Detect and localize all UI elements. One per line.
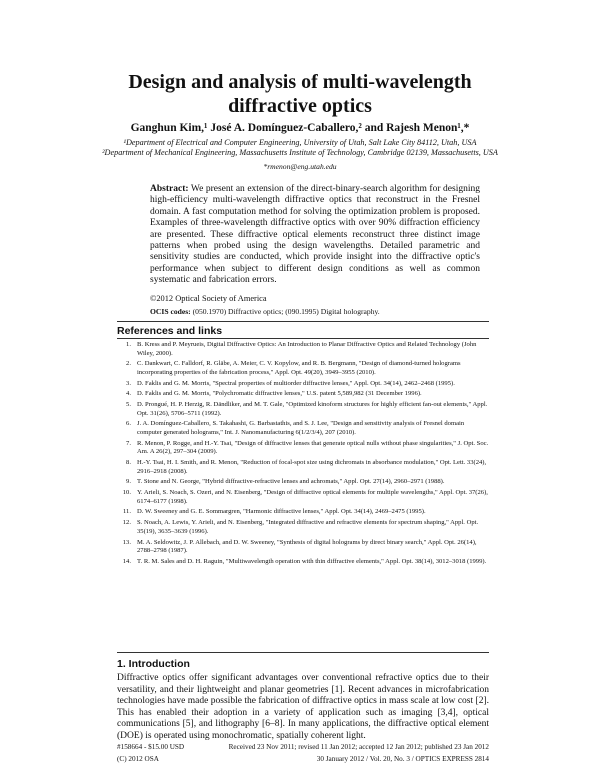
reference-text: R. Menon, P. Rogge, and H.-Y. Tsai, "Design of diffractive lenses that generate optical nulls without phase singularities," J. Opt. Soc. Am. A 26(2), 297–304 (2009). xyxy=(137,439,489,456)
reference-number: 14. xyxy=(122,557,131,565)
title-line-1: Design and analysis of multi-wavelength xyxy=(128,71,472,93)
title-line-2: diffractive optics xyxy=(228,95,372,117)
reference-item xyxy=(117,440,489,457)
footer-price: #158664 - $15.00 USD xyxy=(117,743,185,751)
reference-number: 4. xyxy=(126,390,131,398)
reference-number: 1. xyxy=(126,341,131,348)
divider-references xyxy=(117,338,489,339)
reference-item xyxy=(117,539,489,556)
reference-item xyxy=(117,489,489,506)
reference-number: 5. xyxy=(126,401,131,409)
corresponding-email[interactable]: *rmenon@eng.utah.edu xyxy=(263,162,337,171)
section-heading-introduction: 1. Introduction xyxy=(117,658,190,670)
reference-item xyxy=(117,380,489,389)
reference-number: 6. xyxy=(126,420,131,428)
reference-text: T. R. M. Sales and D. H. Raguin, "Multiwavelength operation with thin diffractive elements," Appl. Opt. 38(14), 3012–3018 (1999). xyxy=(137,557,487,565)
references-heading: References and links xyxy=(117,325,223,337)
reference-text: C. Dankwart, C. Falldorf, R. Gläbe, A. Meier, C. V. Kopylow, and R. B. Bergmann, "Design of diamond-turned holograms incorporating properties of the fabrication process," Appl. Opt. 49(20), 3949–3955 (2010). xyxy=(137,360,461,376)
ocis-text: (050.1970) Diffractive optics; (090.1995) Digital holography. xyxy=(192,307,380,316)
reference-text: M. A. Seldowitz, J. P. Allebach, and D. W. Sweeney, "Synthesis of digital holograms by direct binary search," Appl. Opt. 26(14), 2788–2798 (1987). xyxy=(137,538,477,555)
reference-number: 9. xyxy=(126,478,131,486)
paper-title xyxy=(60,70,540,118)
reference-number: 8. xyxy=(126,459,131,467)
ocis-label: OCIS codes: xyxy=(150,307,191,316)
ocis-codes xyxy=(150,307,380,316)
footer-dates: Received 23 Nov 2011; revised 11 Jan 2012; accepted 12 Jan 2012; published 23 Jan 2012 xyxy=(228,743,489,751)
introduction-paragraph: Diffractive optics offer significant advantages over conventional refractive optics due to their versatility, and their lightweight and planar geometries [1]. Recent advances in microfabrication technologies have made possible the fabrication of diffractive optics in mass scale at low cost [2]. This has enabled their adoption in a variety of application such as imaging [3,4], optical communications [5], and lithography [6–8]. In many applications, the diffractive optical element (DOE) is operated using monochromatic, spatially coherent light. xyxy=(117,673,489,741)
reference-number: 2. xyxy=(126,360,131,368)
affiliations xyxy=(100,138,500,158)
reference-item xyxy=(117,420,489,437)
reference-item xyxy=(117,558,489,567)
reference-number: 3. xyxy=(126,379,131,387)
divider-top xyxy=(117,321,489,322)
affiliation-2: ²Department of Mechanical Engineering, Massachusetts Institute of Technology, Cambridge 02139, Massachusetts, USA xyxy=(102,148,498,157)
reference-item xyxy=(117,341,489,358)
author-list: Ganghun Kim,¹ José A. Domínguez-Caballero,² and Rajesh Menon¹,* xyxy=(130,122,470,134)
abstract xyxy=(150,184,480,287)
reference-text: S. Noach, A. Lewis, Y. Arieli, and N. Eisenberg, "Integrated diffractive and refractive elements for spectrum shaping," Appl. Opt. 35(19), 3635–3639 (1996). xyxy=(137,519,479,535)
reference-text: H.-Y. Tsai, H. I. Smith, and R. Menon, "Reduction of focal-spot size using dichromats in absorbance modulation," Opt. Lett. 33(24), 2916–2918 (2008). xyxy=(137,459,487,475)
reference-text: D. Prongué, H. P. Herzig, R. Dändliker, and M. T. Gale, "Optimized kinoform structures for highly efficient fan-out elements," Appl. Opt. 31(26), 5706–5711 (1992). xyxy=(137,401,488,417)
reference-number: 13. xyxy=(122,538,131,546)
abstract-text: We present an extension of the direct-binary-search algorithm for designing high-efficiency multi-wavelength diffractive optics that reconstruct in the Fresnel domain. A fast computation method for solving the optimization problem is proposed. Examples of three-wavelength diffractive optics with over 90% diffraction efficiency are presented. These diffractive optical elements reconstruct three distinct image patterns when probed using the design wavelengths. Detailed parametric and sensitivity studies are conducted, which provide insight into the diffractive optic's performance when subject to different design conditions as well as common systematic and fabrication errors. xyxy=(150,184,480,286)
reference-text: J. A. Domínguez-Caballero, S. Takahashi, G. Barbastathis, and S. J. Lee, "Design and sensitivity analysis of Fresnel domain computer generated holograms," Int. J. Nanomanufacturing 6(1/2/3/4), 207 (2010). xyxy=(137,420,465,436)
reference-item xyxy=(117,508,489,517)
reference-number: 7. xyxy=(126,439,131,447)
reference-number: 10. xyxy=(122,489,131,497)
footer-journal: 30 January 2012 / Vol. 20, No. 3 / OPTICS EXPRESS 2814 xyxy=(316,755,489,763)
reference-item xyxy=(117,360,489,377)
reference-text: D. Faklis and G. M. Morris, "Spectral properties of multiorder diffractive lenses," Appl. Opt. 34(14), 2462–2468 (1995). xyxy=(137,379,455,387)
abstract-label: Abstract: xyxy=(150,184,189,194)
reference-number: 12. xyxy=(122,519,131,527)
reference-item xyxy=(117,478,489,487)
affiliation-1: ¹Department of Electrical and Computer Engineering, University of Utah, Salt Lake City 84112, Utah, USA xyxy=(123,138,477,147)
copyright-notice: ©2012 Optical Society of America xyxy=(150,294,267,303)
footer-copyright: (C) 2012 OSA xyxy=(117,755,159,763)
reference-text: T. Stone and N. George, "Hybrid diffractive-refractive lenses and achromats," Appl. Opt. 27(14), 2960–2971 (1988). xyxy=(137,478,445,486)
reference-text: D. W. Sweeney and G. E. Sommargren, "Harmonic diffractive lenses," Appl. Opt. 34(14), 2469–2475 (1995). xyxy=(137,508,426,516)
reference-item xyxy=(117,401,489,418)
divider-intro xyxy=(117,652,489,653)
reference-item xyxy=(117,459,489,476)
reference-number: 11. xyxy=(123,508,131,516)
reference-item xyxy=(117,519,489,536)
reference-list xyxy=(117,341,489,569)
reference-text: B. Kress and P. Meyrueis, Digital Diffractive Optics: An Introduction to Planar Diffractive Optics and Related Technology (John Wiley, 2000). xyxy=(137,341,477,357)
reference-text: D. Faklis and G. M. Morris, "Polychromatic diffractive lenses," U.S. patent 5,589,982 (31 December 1996). xyxy=(137,390,422,398)
reference-item xyxy=(117,390,489,399)
reference-text: Y. Arieli, S. Noach, S. Ozeri, and N. Eisenberg, "Design of diffractive optical elements for multiple wavelengths," Appl. Opt. 37(26), 6174–6177 (1998). xyxy=(137,489,488,505)
